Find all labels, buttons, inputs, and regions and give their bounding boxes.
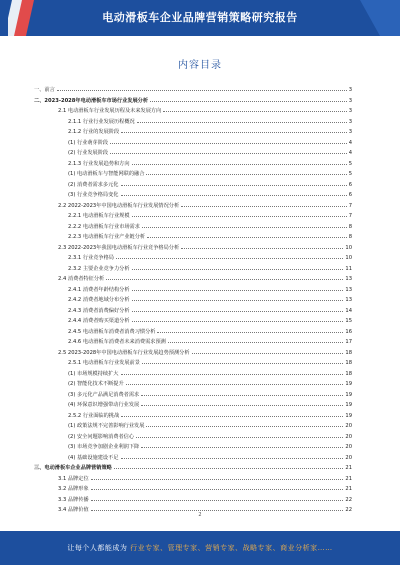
toc-entry-label: 2.5.1 电动滑板车行业发展前景 bbox=[68, 360, 140, 366]
toc-entry[interactable] bbox=[34, 158, 352, 169]
toc-entry-label: (1) 行业萌芽阶段 bbox=[68, 139, 109, 146]
toc-entry-label: (4) 基础设施建设不足 bbox=[68, 454, 119, 461]
toc-entry-label: 3.3 品牌传播 bbox=[58, 496, 89, 503]
toc-entry[interactable] bbox=[34, 494, 352, 505]
toc-entry[interactable] bbox=[34, 168, 352, 179]
toc-entry-label: 2.1.1 行业行业发展历程概况 bbox=[68, 118, 135, 125]
toc-entry-leader bbox=[91, 504, 344, 511]
toc-entry-leader bbox=[121, 410, 343, 417]
report-header bbox=[0, 0, 400, 36]
toc-entry-leader bbox=[157, 326, 343, 333]
toc-entry-page: 13 bbox=[345, 297, 352, 303]
toc-entry-page: 19 bbox=[345, 402, 352, 408]
toc-entry[interactable] bbox=[34, 473, 352, 484]
toc-entry-label: 2.3.1 行业竞争格局 bbox=[68, 255, 114, 261]
toc-entry-page: 13 bbox=[345, 286, 352, 293]
toc-entry-leader bbox=[114, 462, 344, 469]
toc-entry[interactable] bbox=[34, 347, 352, 358]
toc-entry-page: 14 bbox=[345, 307, 352, 314]
toc-entry[interactable] bbox=[34, 420, 352, 431]
toc-entry-page: 8 bbox=[348, 234, 352, 240]
toc-entry-label: 3.1 品牌定位 bbox=[58, 475, 89, 482]
header-accent-icon bbox=[340, 0, 400, 36]
toc-entry-leader bbox=[132, 158, 347, 165]
toc-entry-label: 2.4.3 消费者消费偏好分析 bbox=[68, 307, 130, 314]
toc-entry-page: 19 bbox=[345, 391, 352, 398]
toc-entry-page: 3 bbox=[348, 108, 352, 114]
toc-entry-page: 18 bbox=[345, 360, 352, 366]
toc-entry-label: 三、电动滑板车企业品牌营销策略 bbox=[34, 465, 112, 471]
toc-entry-leader bbox=[181, 200, 347, 207]
toc-entry-label: 2.2.3 电动滑板车行业产业链分析 bbox=[68, 234, 146, 240]
toc-entry-label: 3.4 品牌价值 bbox=[58, 507, 89, 513]
toc-entry[interactable] bbox=[34, 95, 352, 106]
toc-entry-label: 2.3 2022-2023年我国电动滑板车行业竞争格局分析 bbox=[58, 244, 180, 251]
toc-entry[interactable] bbox=[34, 126, 352, 137]
toc-entry-label: 2.4.4 消费者购买渠道分析 bbox=[68, 318, 130, 324]
toc-entry-page: 21 bbox=[345, 465, 352, 471]
toc-entry-leader bbox=[181, 242, 343, 249]
toc-entry-leader bbox=[142, 221, 347, 228]
toc-entry-page: 3 bbox=[348, 87, 352, 93]
toc-entry-label: 2.4.1 消费者年龄结构分析 bbox=[68, 286, 130, 293]
toc-entry-label: (4) 环保意识增强带动行业发展 bbox=[68, 402, 140, 408]
report-footer bbox=[0, 531, 400, 565]
toc-entry[interactable] bbox=[34, 242, 352, 253]
toc-entry-label: 2.1.2 行业的发展阶段 bbox=[68, 129, 120, 135]
toc-entry-label: 2.3.2 主要企业竞争力分析 bbox=[68, 265, 130, 272]
toc-entry-page: 20 bbox=[345, 423, 352, 429]
toc-entry-leader bbox=[110, 137, 347, 144]
toc-entry-page: 21 bbox=[345, 475, 352, 482]
toc-entry-leader bbox=[146, 420, 343, 427]
footer-slogan-lead: 让每个人都能成为 bbox=[67, 544, 128, 552]
toc-entry[interactable] bbox=[34, 252, 352, 263]
toc-entry-label: (3) 行业竞争格局变化 bbox=[68, 192, 119, 198]
toc-entry-page: 7 bbox=[348, 202, 352, 209]
toc-entry[interactable] bbox=[34, 221, 352, 232]
toc-entry-label: (2) 消费者需求多元化 bbox=[68, 181, 119, 188]
page-number: 2 bbox=[198, 512, 202, 518]
toc-entry[interactable] bbox=[34, 231, 352, 242]
toc-entry-page: 5 bbox=[348, 171, 352, 177]
toc-entry-leader bbox=[132, 263, 344, 270]
toc-entry-page: 3 bbox=[348, 129, 352, 135]
toc-entry-leader bbox=[132, 294, 344, 301]
toc-entry[interactable] bbox=[34, 137, 352, 148]
toc-entry[interactable] bbox=[34, 431, 352, 442]
toc-entry-leader bbox=[121, 126, 347, 133]
toc-entry-label: 2.2.2 电动滑板车行业市场需求 bbox=[68, 223, 140, 230]
toc-entry-label: (2) 智能化技术不断提升 bbox=[68, 381, 124, 387]
toc-entry-leader bbox=[91, 473, 344, 480]
toc-entry-leader bbox=[116, 252, 343, 259]
toc-entry-label: (1) 市场规模持续扩大 bbox=[68, 370, 119, 377]
toc-entry[interactable] bbox=[34, 452, 352, 463]
toc-entry-leader bbox=[121, 368, 344, 375]
toc-entry[interactable] bbox=[34, 389, 352, 400]
toc-entry-label: 2.2.1 电动滑板车行业规模 bbox=[68, 213, 130, 219]
table-of-contents bbox=[34, 84, 352, 515]
toc-entry[interactable] bbox=[34, 483, 352, 494]
toc-entry-leader bbox=[126, 378, 344, 385]
toc-entry-label: 2.4.6 电动滑板车消费者未来消费需求预测 bbox=[68, 339, 166, 345]
toc-entry-label: 2.4.2 消费者地域分布分析 bbox=[68, 297, 130, 303]
toc-entry[interactable] bbox=[34, 336, 352, 347]
toc-entry-leader bbox=[132, 305, 344, 312]
toc-entry-leader bbox=[132, 315, 344, 322]
toc-entry-label: 2.5 2023-2028年中国电动滑板车行业发展趋势预测分析 bbox=[58, 349, 190, 356]
toc-entry-page: 5 bbox=[348, 160, 352, 167]
toc-entry-leader bbox=[168, 336, 344, 343]
toc-entry-leader bbox=[146, 168, 346, 175]
toc-entry[interactable] bbox=[34, 210, 352, 221]
toc-entry[interactable] bbox=[34, 105, 352, 116]
toc-entry-page: 4 bbox=[348, 139, 352, 146]
toc-entry[interactable] bbox=[34, 410, 352, 421]
toc-entry-leader bbox=[163, 105, 346, 112]
toc-entry[interactable] bbox=[34, 284, 352, 295]
toc-title: 内容目录 bbox=[178, 60, 222, 71]
toc-entry[interactable] bbox=[34, 441, 352, 452]
toc-entry-leader bbox=[147, 231, 347, 238]
toc-entry-page: 8 bbox=[348, 223, 352, 230]
toc-entry-page: 20 bbox=[345, 444, 352, 450]
toc-entry-leader bbox=[91, 483, 344, 490]
toc-entry[interactable] bbox=[34, 84, 352, 95]
toc-entry-page: 20 bbox=[345, 454, 352, 461]
toc-entry[interactable] bbox=[34, 200, 352, 211]
toc-entry-leader bbox=[110, 147, 347, 154]
toc-entry-page: 10 bbox=[345, 244, 352, 251]
toc-entry-page: 13 bbox=[345, 276, 352, 282]
toc-entry[interactable] bbox=[34, 263, 352, 274]
toc-entry-leader bbox=[121, 179, 347, 186]
toc-entry[interactable] bbox=[34, 294, 352, 305]
toc-entry-page: 15 bbox=[345, 318, 352, 324]
toc-entry-leader bbox=[192, 347, 344, 354]
toc-entry-label: 2.1.3 行业发展趋势和方向 bbox=[68, 160, 130, 167]
toc-entry-page: 6 bbox=[348, 192, 352, 198]
toc-entry-label: (1) 政策法规不完善影响行业发展 bbox=[68, 423, 145, 429]
toc-entry-leader bbox=[141, 389, 343, 396]
toc-entry-leader bbox=[150, 95, 347, 102]
toc-entry-page: 3 bbox=[348, 97, 352, 104]
toc-entry-page: 7 bbox=[348, 213, 352, 219]
toc-entry-leader bbox=[132, 284, 344, 291]
toc-entry-label: 2.5.2 行业面临的挑战 bbox=[68, 412, 120, 419]
toc-entry[interactable] bbox=[34, 147, 352, 158]
toc-entry-label: 二、2023-2028年电动滑板车市场行业发展分析 bbox=[34, 97, 149, 104]
toc-entry-leader bbox=[141, 441, 343, 448]
toc-entry[interactable] bbox=[34, 273, 352, 284]
toc-entry-label: 2.4 消费者特征分析 bbox=[58, 276, 105, 282]
toc-entry[interactable] bbox=[34, 399, 352, 410]
footer-slogan-roles: 行业专家、管理专家、营销专家、战略专家、商业分析家…… bbox=[130, 544, 333, 552]
toc-entry-page: 10 bbox=[345, 255, 352, 261]
toc-entry-page: 18 bbox=[345, 370, 352, 377]
toc-entry-label: (3) 多元化产品满足消费者需求 bbox=[68, 391, 140, 398]
report-title: 电动滑板车企业品牌营销策略研究报告 bbox=[102, 11, 298, 24]
toc-entry-leader bbox=[57, 84, 347, 91]
toc-entry-page: 22 bbox=[345, 507, 352, 513]
toc-entry-leader bbox=[137, 116, 347, 123]
toc-entry-page: 20 bbox=[345, 433, 352, 440]
toc-entry-page: 11 bbox=[345, 265, 352, 272]
toc-entry-label: 2.4.5 电动滑板车消费者消费习惯分析 bbox=[68, 328, 156, 335]
toc-entry-leader bbox=[106, 273, 343, 280]
toc-entry-leader bbox=[121, 452, 344, 459]
toc-entry-leader bbox=[141, 399, 343, 406]
toc-entry-label: (2) 安全问题影响消费者信心 bbox=[68, 433, 135, 440]
toc-entry-label: 3.2 品牌形象 bbox=[58, 486, 89, 492]
toc-entry[interactable] bbox=[34, 368, 352, 379]
toc-entry-leader bbox=[91, 494, 344, 501]
toc-entry-label: 2.1 电动滑板车行业发展历程及未来发展方向 bbox=[58, 108, 162, 114]
toc-entry-page: 19 bbox=[345, 412, 352, 419]
toc-entry-leader bbox=[142, 357, 343, 364]
toc-entry-page: 6 bbox=[348, 181, 352, 188]
toc-entry[interactable] bbox=[34, 326, 352, 337]
toc-entry[interactable] bbox=[34, 305, 352, 316]
toc-entry[interactable] bbox=[34, 116, 352, 127]
toc-entry[interactable] bbox=[34, 378, 352, 389]
toc-entry[interactable] bbox=[34, 462, 352, 473]
toc-entry-page: 22 bbox=[345, 496, 352, 503]
toc-entry[interactable] bbox=[34, 189, 352, 200]
toc-entry-page: 16 bbox=[345, 328, 352, 335]
toc-entry-page: 18 bbox=[345, 349, 352, 356]
toc-entry-label: (3) 市场竞争加剧企业利润下降 bbox=[68, 444, 140, 450]
toc-entry-leader bbox=[132, 210, 347, 217]
toc-entry[interactable] bbox=[34, 357, 352, 368]
toc-entry-page: 17 bbox=[345, 339, 352, 345]
toc-entry[interactable] bbox=[34, 315, 352, 326]
toc-entry-label: (1) 电动滑板车与智能网联的融合 bbox=[68, 171, 145, 177]
toc-entry-page: 21 bbox=[345, 486, 352, 492]
toc-entry-leader bbox=[136, 431, 343, 438]
toc-entry-label: (2) 行业发展阶段 bbox=[68, 150, 109, 156]
toc-entry-label: 2.2 2022-2023年中国电动滑板车行业发展情况分析 bbox=[58, 202, 180, 209]
toc-entry-page: 19 bbox=[345, 381, 352, 387]
toc-entry-page: 4 bbox=[348, 150, 352, 156]
toc-entry-page: 3 bbox=[348, 118, 352, 125]
toc-entry[interactable] bbox=[34, 179, 352, 190]
footer-slogan bbox=[0, 543, 400, 553]
toc-entry-leader bbox=[121, 189, 347, 196]
toc-entry-label: 一、前言 bbox=[34, 87, 55, 93]
